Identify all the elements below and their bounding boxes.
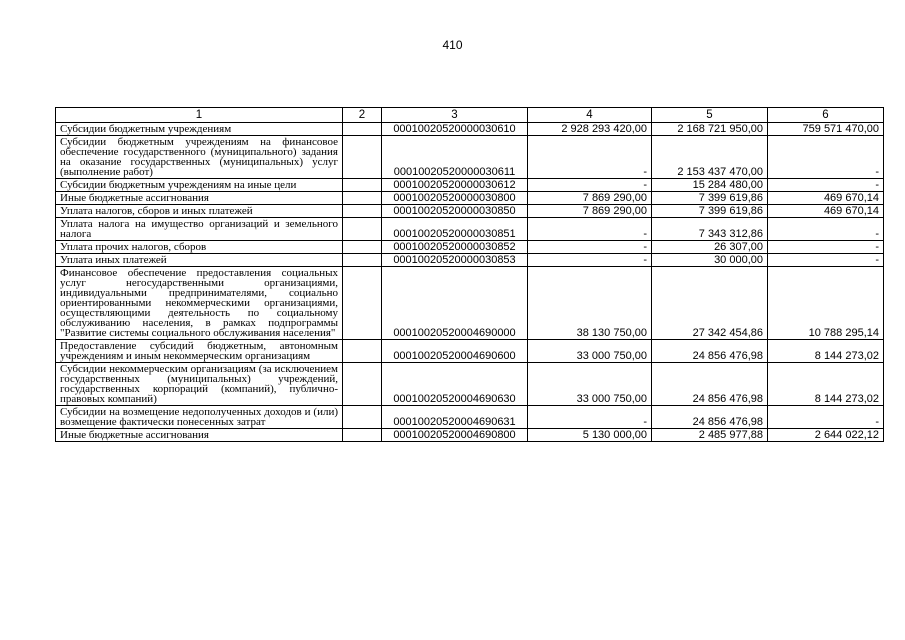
row-value-4: 38 130 750,00	[528, 267, 652, 340]
budget-table	[55, 107, 884, 442]
table-row	[56, 218, 884, 241]
row-name: Предоставление субсидий бюджетным, автономным учреждениям и иным некоммерческим организациям	[56, 340, 343, 363]
row-col2	[343, 363, 382, 406]
row-value-5: 24 856 476,98	[652, 340, 768, 363]
row-code: 00010020520004690000	[382, 267, 528, 340]
row-value-6: -	[768, 179, 884, 192]
table-row	[56, 123, 884, 136]
row-code: 00010020520000030611	[382, 136, 528, 179]
row-value-6: 8 144 273,02	[768, 363, 884, 406]
row-value-6: -	[768, 136, 884, 179]
row-name: Уплата иных платежей	[56, 254, 343, 267]
column-header: 4	[528, 108, 652, 123]
row-code: 00010020520004690600	[382, 340, 528, 363]
row-value-6: 469 670,14	[768, 192, 884, 205]
row-value-5: 7 399 619,86	[652, 192, 768, 205]
row-name: Финансовое обеспечение предоставления социальных услуг негосударственными организациями, индивидуальными предпринимателями, социально ориентированными некоммерческими организациями, осуществляющими деятельность по социальному обслуживанию населения, в рамках подпрограммы "Развитие системы социального обслуживания населения"	[56, 267, 343, 340]
row-code: 00010020520000030850	[382, 205, 528, 218]
column-header: 1	[56, 108, 343, 123]
row-value-5: 27 342 454,86	[652, 267, 768, 340]
row-value-6: 759 571 470,00	[768, 123, 884, 136]
table-row	[56, 363, 884, 406]
row-value-5: 7 343 312,86	[652, 218, 768, 241]
row-code: 00010020520004690631	[382, 406, 528, 429]
row-name: Субсидии бюджетным учреждениям	[56, 123, 343, 136]
row-name: Уплата налогов, сборов и иных платежей	[56, 205, 343, 218]
row-code: 00010020520000030853	[382, 254, 528, 267]
column-header: 6	[768, 108, 884, 123]
table-row	[56, 254, 884, 267]
row-value-4: 7 869 290,00	[528, 205, 652, 218]
row-col2	[343, 429, 382, 442]
row-code: 00010020520000030800	[382, 192, 528, 205]
row-name: Иные бюджетные ассигнования	[56, 429, 343, 442]
row-code: 00010020520000030851	[382, 218, 528, 241]
row-col2	[343, 123, 382, 136]
table-row	[56, 267, 884, 340]
row-col2	[343, 340, 382, 363]
table-row	[56, 406, 884, 429]
row-value-5: 2 153 437 470,00	[652, 136, 768, 179]
row-value-4: 33 000 750,00	[528, 340, 652, 363]
row-value-6: 469 670,14	[768, 205, 884, 218]
column-header: 3	[382, 108, 528, 123]
row-col2	[343, 267, 382, 340]
row-value-4: 33 000 750,00	[528, 363, 652, 406]
row-value-5: 2 168 721 950,00	[652, 123, 768, 136]
row-value-4: -	[528, 136, 652, 179]
table-row	[56, 340, 884, 363]
row-value-5: 24 856 476,98	[652, 363, 768, 406]
row-value-4: -	[528, 241, 652, 254]
row-col2	[343, 179, 382, 192]
row-value-4: 7 869 290,00	[528, 192, 652, 205]
page-number: 410	[442, 38, 463, 52]
row-name: Субсидии бюджетным учреждениям на финансовое обеспечение государственного (муниципального) задания на оказание государственных (муниципальных) услуг (выполнение работ)	[56, 136, 343, 179]
row-col2	[343, 136, 382, 179]
row-code: 00010020520000030852	[382, 241, 528, 254]
row-name: Уплата налога на имущество организаций и земельного налога	[56, 218, 343, 241]
row-col2	[343, 406, 382, 429]
row-value-5: 30 000,00	[652, 254, 768, 267]
row-col2	[343, 218, 382, 241]
row-code: 00010020520004690800	[382, 429, 528, 442]
row-value-6: -	[768, 241, 884, 254]
row-name: Субсидии некоммерческим организациям (за исключением государственных (муниципальных) учреждений, государственных корпораций (компаний), публично-правовых компаний)	[56, 363, 343, 406]
row-code: 00010020520000030612	[382, 179, 528, 192]
row-value-5: 24 856 476,98	[652, 406, 768, 429]
row-code: 00010020520004690630	[382, 363, 528, 406]
table-row	[56, 241, 884, 254]
row-name: Субсидии на возмещение недополученных доходов и (или) возмещение фактически понесенных затрат	[56, 406, 343, 429]
row-code: 00010020520000030610	[382, 123, 528, 136]
table-row	[56, 179, 884, 192]
row-value-4: -	[528, 406, 652, 429]
row-col2	[343, 192, 382, 205]
row-value-4: 2 928 293 420,00	[528, 123, 652, 136]
row-col2	[343, 254, 382, 267]
row-col2	[343, 205, 382, 218]
table-row	[56, 192, 884, 205]
row-col2	[343, 241, 382, 254]
column-header: 2	[343, 108, 382, 123]
row-value-4: -	[528, 179, 652, 192]
table-row	[56, 429, 884, 442]
header-row	[56, 108, 884, 123]
row-value-5: 26 307,00	[652, 241, 768, 254]
row-name: Уплата прочих налогов, сборов	[56, 241, 343, 254]
row-value-5: 15 284 480,00	[652, 179, 768, 192]
table-row	[56, 136, 884, 179]
row-value-6: -	[768, 254, 884, 267]
row-value-6: 8 144 273,02	[768, 340, 884, 363]
row-value-4: -	[528, 254, 652, 267]
row-value-6: 10 788 295,14	[768, 267, 884, 340]
row-value-5: 2 485 977,88	[652, 429, 768, 442]
column-header: 5	[652, 108, 768, 123]
row-value-6: 2 644 022,12	[768, 429, 884, 442]
row-value-5: 7 399 619,86	[652, 205, 768, 218]
row-name: Иные бюджетные ассигнования	[56, 192, 343, 205]
row-name: Субсидии бюджетным учреждениям на иные цели	[56, 179, 343, 192]
table-row	[56, 205, 884, 218]
row-value-4: -	[528, 218, 652, 241]
row-value-6: -	[768, 406, 884, 429]
row-value-4: 5 130 000,00	[528, 429, 652, 442]
row-value-6: -	[768, 218, 884, 241]
